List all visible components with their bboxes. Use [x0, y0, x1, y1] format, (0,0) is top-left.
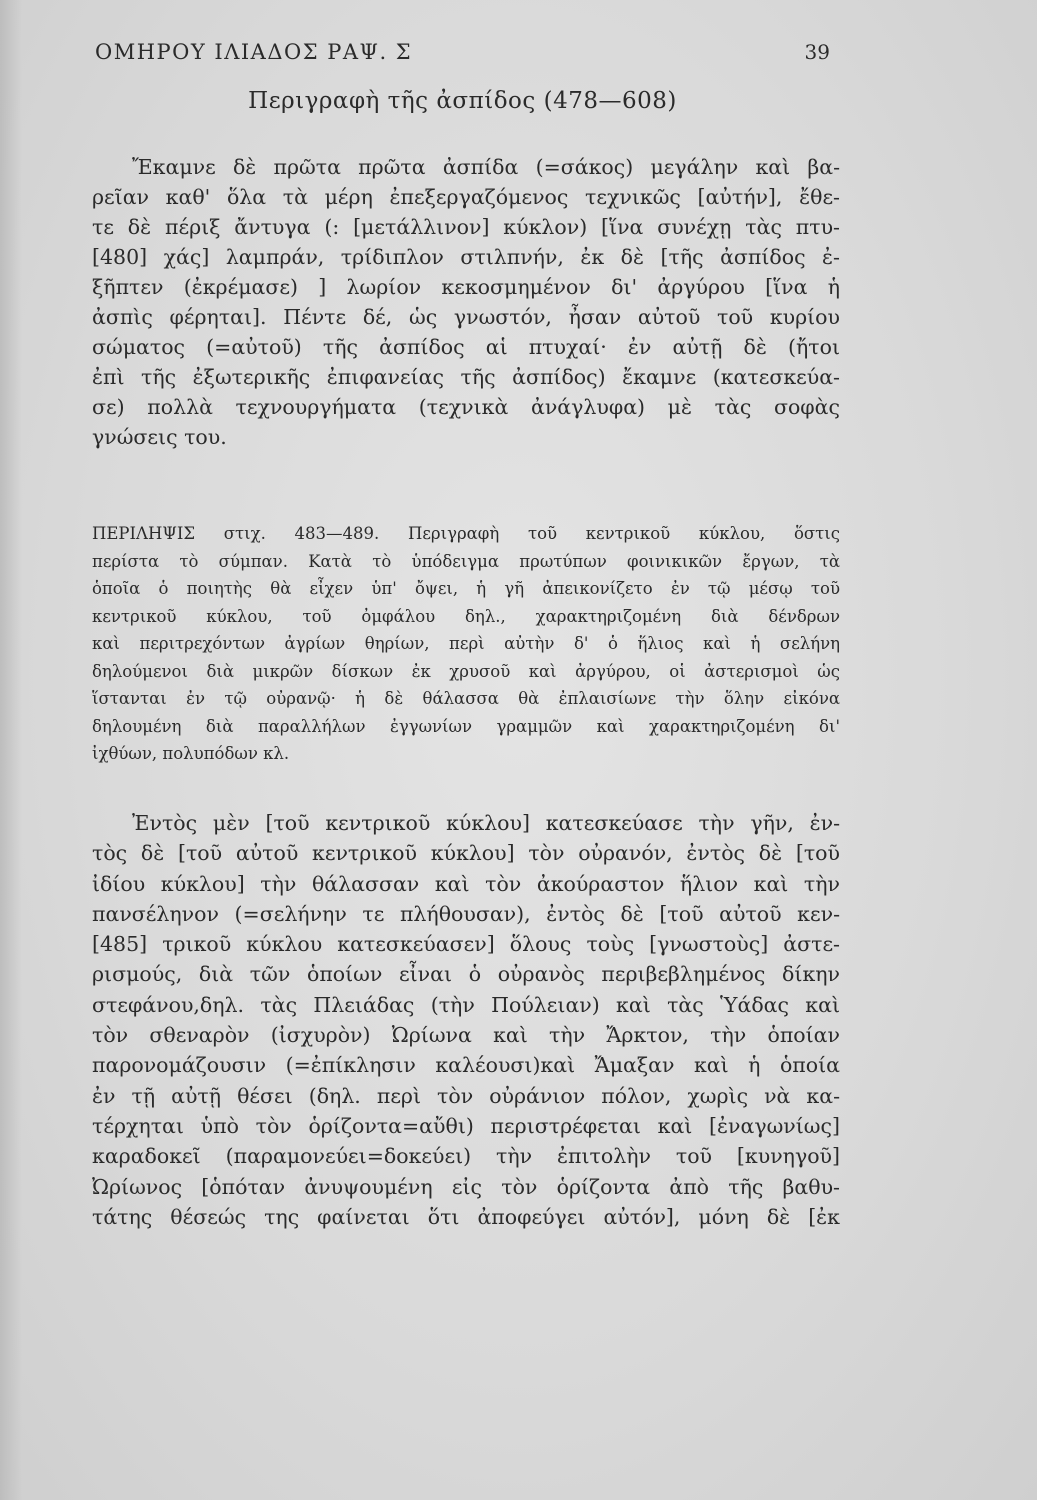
- text-line: ρισμούς, διὰ τῶν ὁποίων εἶναι ὁ οὐρανὸς περιβεβλημένος δίκην: [92, 962, 840, 987]
- summary-line: καὶ περιτρεχόντων ἀγρίων θηρίων, περὶ αὐτὴν δ' ὁ ἥλιος καὶ ἡ σελήνη: [92, 634, 840, 653]
- running-head: [95, 40, 830, 76]
- text-line: ξῆπτεν (ἐκρέμασε) ] λωρίον κεκοσμημένον δι' ἀργύρου [ἵνα ἡ: [92, 275, 840, 299]
- text-line: [480] χάς] λαμπράν, τρίδιπλον στιλπνήν, ἐκ δὲ [τῆς ἀσπίδος ἐ-: [92, 245, 840, 269]
- text-line: [485] τρικοῦ κύκλου κατεσκεύασεν] ὅλους τοὺς [γνωστοὺς] ἀστε-: [92, 932, 840, 957]
- summary-line: περίστα τὸ σύμπαν. Κατὰ τὸ ὑπόδειγμα πρωτύπων φοινικικῶν ἔργων, τὰ: [92, 551, 840, 571]
- paragraph-2: [92, 808, 840, 1232]
- summary-line: κεντρικοῦ κύκλου, τοῦ ὀμφάλου δηλ., χαρακτηριζομένη διὰ δένδρων: [92, 606, 840, 626]
- summary-paragraph: [92, 520, 840, 768]
- running-title: ΟΜΗΡΟΥ ΙΛΙΑΔΟΣ ΡΑΨ. Σ: [95, 40, 413, 64]
- text-line: τε δὲ πέριξ ἄντυγα (: [μετάλλινον] κύκλον) [ἵνα συνέχῃ τὰς πτυ-: [92, 215, 840, 239]
- section-heading: Περιγραφὴ τῆς ἀσπίδος (478—608): [248, 88, 677, 114]
- summary-line: ὁποῖα ὁ ποιητὴς θὰ εἶχεν ὑπ' ὄψει, ἡ γῆ ἀπεικονίζετο ἐν τῷ μέσῳ τοῦ: [92, 579, 840, 598]
- text-line: καραδοκεῖ (παραμονεύει=δοκεύει) τὴν ἐπιτολὴν τοῦ [κυνηγοῦ]: [92, 1144, 840, 1169]
- text-line: τὸς δὲ [τοῦ αὐτοῦ κεντρικοῦ κύκλου] τὸν οὐρανόν, ἐντὸς δὲ [τοῦ: [92, 841, 840, 866]
- page-number: 39: [804, 40, 830, 64]
- text-line: ἐν τῇ αὐτῇ θέσει (δηλ. περὶ τὸν οὐράνιον πόλον, χωρὶς νὰ κα-: [92, 1083, 840, 1108]
- text-line: γνώσεις του.: [92, 425, 227, 449]
- text-line: Ἔκαμνε δὲ πρῶτα πρῶτα ἀσπίδα (=σάκος) μεγάλην καὶ βα-: [132, 155, 840, 179]
- text-line: τέρχηται ὑπὸ τὸν ὁρίζοντα=αὔθι) περιστρέφεται καὶ [ἐναγωνίως]: [92, 1113, 840, 1138]
- summary-line: ἰχθύων, πολυπόδων κλ.: [92, 744, 290, 763]
- text-line: ἐπὶ τῆς ἐξωτερικῆς ἐπιφανείας τῆς ἀσπίδος) ἔκαμνε (κατεσκεύα-: [92, 365, 840, 389]
- text-line: τὸν σθεναρὸν (ἰσχυρὸν) Ὠρίωνα καὶ τὴν Ἄρκτον, τὴν ὁποίαν: [92, 1023, 840, 1048]
- summary-line: δηλουμένη διὰ παραλλήλων ἐγγωνίων γραμμῶν καὶ χαρακτηριζομένη δι': [92, 716, 840, 736]
- text-line: πανσέληνον (=σελήνην τε πλήθουσαν), ἐντὸς δὲ [τοῦ αὐτοῦ κεν-: [92, 901, 840, 926]
- text-line: παρονομάζουσιν (=ἐπίκλησιν καλέουσι)καὶ Ἄμαξαν καὶ ἡ ὁποία: [92, 1053, 840, 1078]
- text-line: σώματος (=αὐτοῦ) τῆς ἀσπίδος αἱ πτυχαί· ἐν αὐτῇ δὲ (ἤτοι: [92, 335, 840, 359]
- text-line: ἀσπὶς φέρηται]. Πέντε δέ, ὡς γνωστόν, ἦσαν αὐτοῦ τοῦ κυρίου: [92, 305, 840, 329]
- text-line: ἰδίου κύκλου] τὴν θάλασσαν καὶ τὸν ἀκούραστον ἥλιον καὶ τὴν: [92, 871, 840, 896]
- summary-line: δηλούμενοι διὰ μικρῶν δίσκων ἐκ χρυσοῦ καὶ ἀργύρου, οἱ ἀστερισμοὶ ὡς: [92, 661, 840, 681]
- text-line: στεφάνου,δηλ. τὰς Πλειάδας (τὴν Πούλειαν) καὶ τὰς Ὑάδας καὶ: [92, 992, 840, 1017]
- text-line: Ἐντὸς μὲν [τοῦ κεντρικοῦ κύκλου] κατεσκεύασε τὴν γῆν, ἐν-: [132, 811, 840, 835]
- text-line: ρεῖαν καθ' ὅλα τὰ μέρη ἐπεξεργαζόμενος τεχνικῶς [αὐτήν], ἔθε-: [92, 185, 840, 209]
- text-line: τάτης θέσεώς της φαίνεται ὅτι ἀποφεύγει αὐτόν], μόνη δὲ [ἐκ: [92, 1204, 840, 1229]
- paragraph-1: [92, 152, 840, 452]
- binding-shadow: [0, 0, 22, 1500]
- text-line: Ὠρίωνος [ὁπόταν ἀνυψουμένη εἰς τὸν ὁρίζοντα ἀπὸ τῆς βαθυ-: [92, 1174, 840, 1199]
- summary-line: ἵστανται ἐν τῷ οὐρανῷ· ἡ δὲ θάλασσα θὰ ἐπλαισίωνε τὴν ὅλην εἰκόνα: [92, 689, 840, 708]
- text-line: σε) πολλὰ τεχνουργήματα (τεχνικὰ ἀνάγλυφα) μὲ τὰς σοφὰς: [92, 395, 840, 419]
- summary-line: ΠΕΡΙΛΗΨΙΣ στιχ. 483—489. Περιγραφὴ τοῦ κεντρικοῦ κύκλου, ὅστις: [92, 524, 840, 543]
